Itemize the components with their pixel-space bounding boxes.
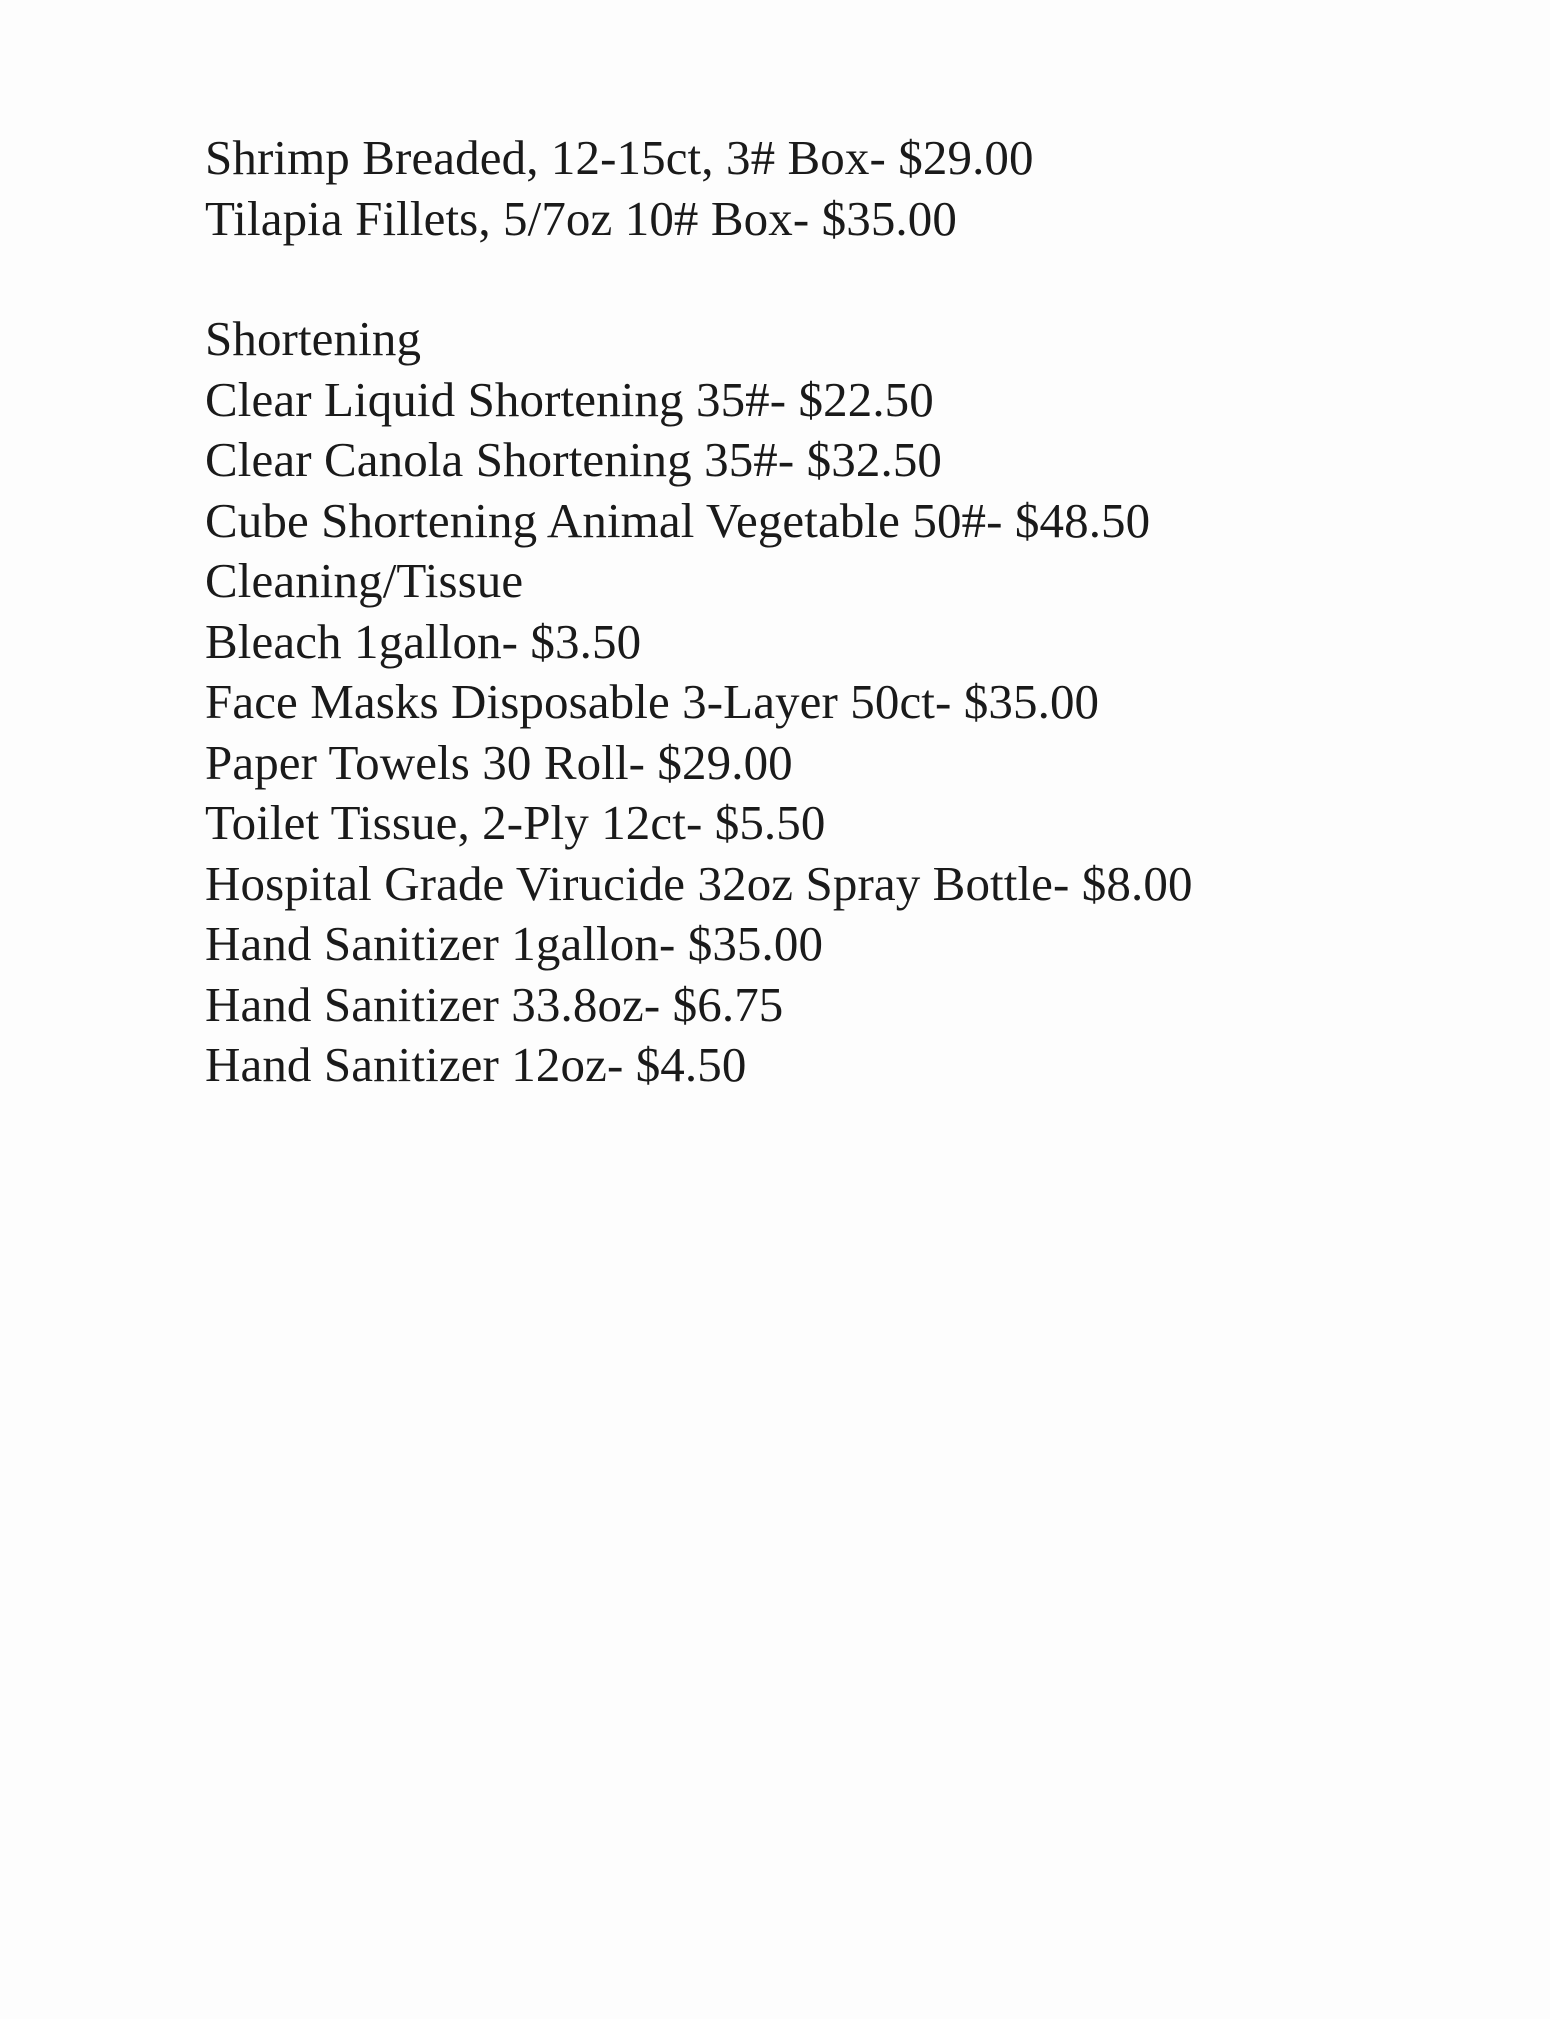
list-item: Tilapia Fillets, 5/7oz 10# Box- $35.00: [205, 190, 957, 246]
list-item: Paper Towels 30 Roll- $29.00: [205, 734, 793, 790]
list-item: Toilet Tissue, 2-Ply 12ct- $5.50: [205, 795, 826, 850]
list-item: Clear Liquid Shortening 35#- $22.50: [205, 371, 934, 427]
list-item: Face Masks Disposable 3-Layer 50ct- $35.00: [205, 674, 1100, 729]
price-list: [205, 128, 1405, 1096]
section-heading-cleaning: Cleaning/Tissue: [205, 553, 524, 608]
list-item: Hand Sanitizer 1gallon- $35.00: [205, 916, 824, 971]
list-item: Hand Sanitizer 12oz- $4.50: [205, 1037, 747, 1092]
section-spacer: [205, 249, 1405, 309]
list-item: Bleach 1gallon- $3.50: [205, 613, 642, 669]
list-item: Shrimp Breaded, 12-15ct, 3# Box- $29.00: [205, 130, 1034, 185]
list-item: Cube Shortening Animal Vegetable 50#- $48.50: [205, 492, 1151, 548]
list-item: Clear Canola Shortening 35#- $32.50: [205, 432, 943, 487]
list-item: Hospital Grade Virucide 32oz Spray Bottle- $8.00: [205, 855, 1193, 911]
list-item: Hand Sanitizer 33.8oz- $6.75: [205, 976, 784, 1032]
section-heading-shortening: Shortening: [205, 311, 422, 366]
